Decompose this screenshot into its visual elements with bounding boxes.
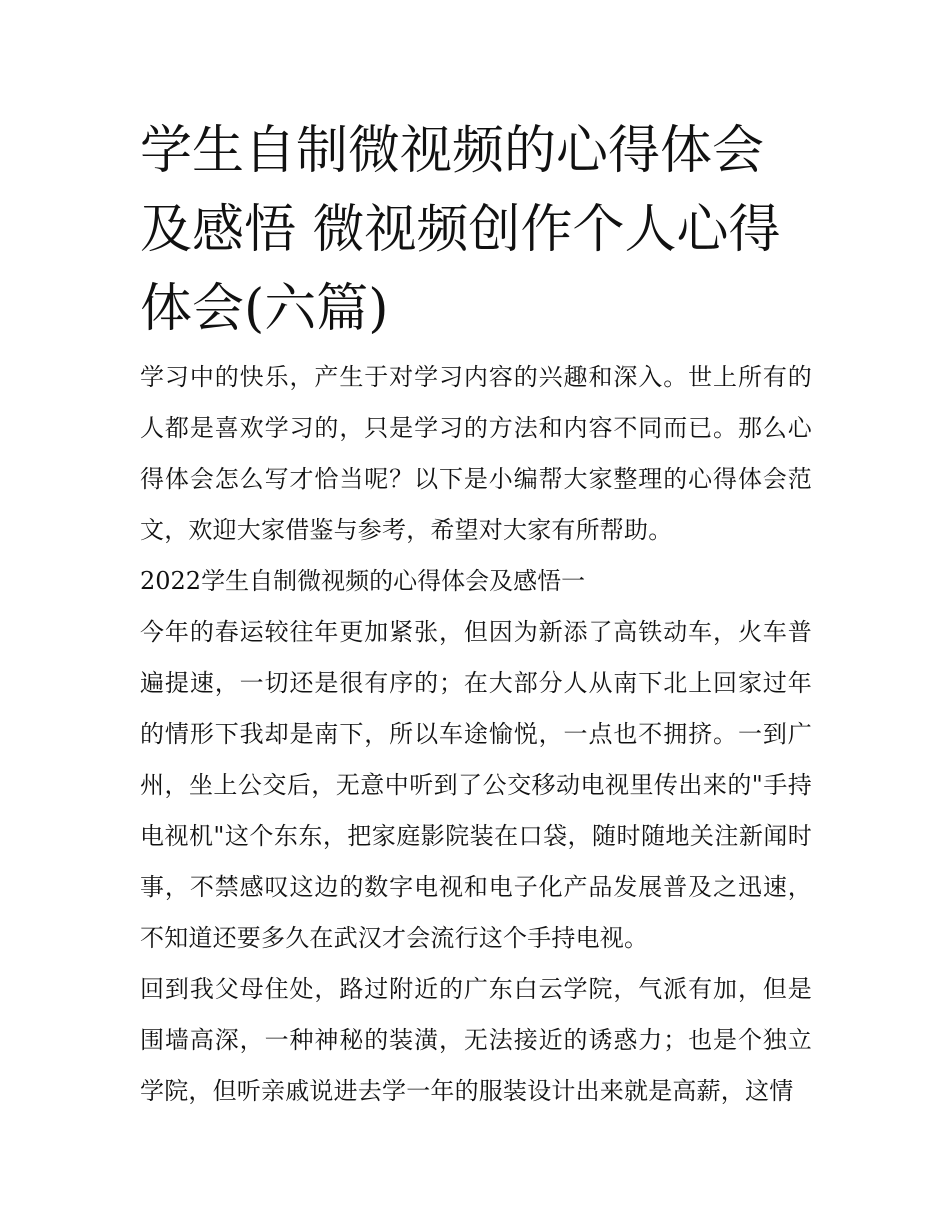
intro-paragraph: 学习中的快乐，产生于对学习内容的兴趣和深入。世上所有的人都是喜欢学习的，只是学习的方法和内容不同而已。那么心得体会怎么写才恰当呢？以下是小编帮大家整理的心得体会范文，欢迎大家借鉴与参考，希望对大家有所帮助。 xyxy=(140,363,812,544)
body-paragraph-2: 回到我父母住处，路过附近的广东白云学院，气派有加，但是围墙高深，一种神秘的装潢，无法接近的诱惑力；也是个独立学院，但听亲戚说进去学一年的服装设计出来就是高薪，这情 xyxy=(140,975,812,1105)
document-title: 学生自制微视频的心得体会及感悟 微视频创作个人心得体会(六篇) xyxy=(140,121,781,339)
section-heading: 2022学生自制微视频的心得体会及感悟一 xyxy=(140,567,586,595)
body-paragraph-1: 今年的春运较往年更加紧张，但因为新添了高铁动车，火车普遍提速，一切还是很有序的；在大部分人从南下北上回家过年的情形下我却是南下，所以车途愉悦，一点也不拥挤。一到广州，坐上公交后，无意中听到了公交移动电视里传出来的"手持电视机"这个东东，把家庭影院装在口袋，随时随地关注新闻时事，不禁感叹这边的数字电视和电子化产品发展普及之迅速，不知道还要多久在武汉才会流行这个手持电视。 xyxy=(140,618,812,952)
document-content xyxy=(140,112,812,1117)
